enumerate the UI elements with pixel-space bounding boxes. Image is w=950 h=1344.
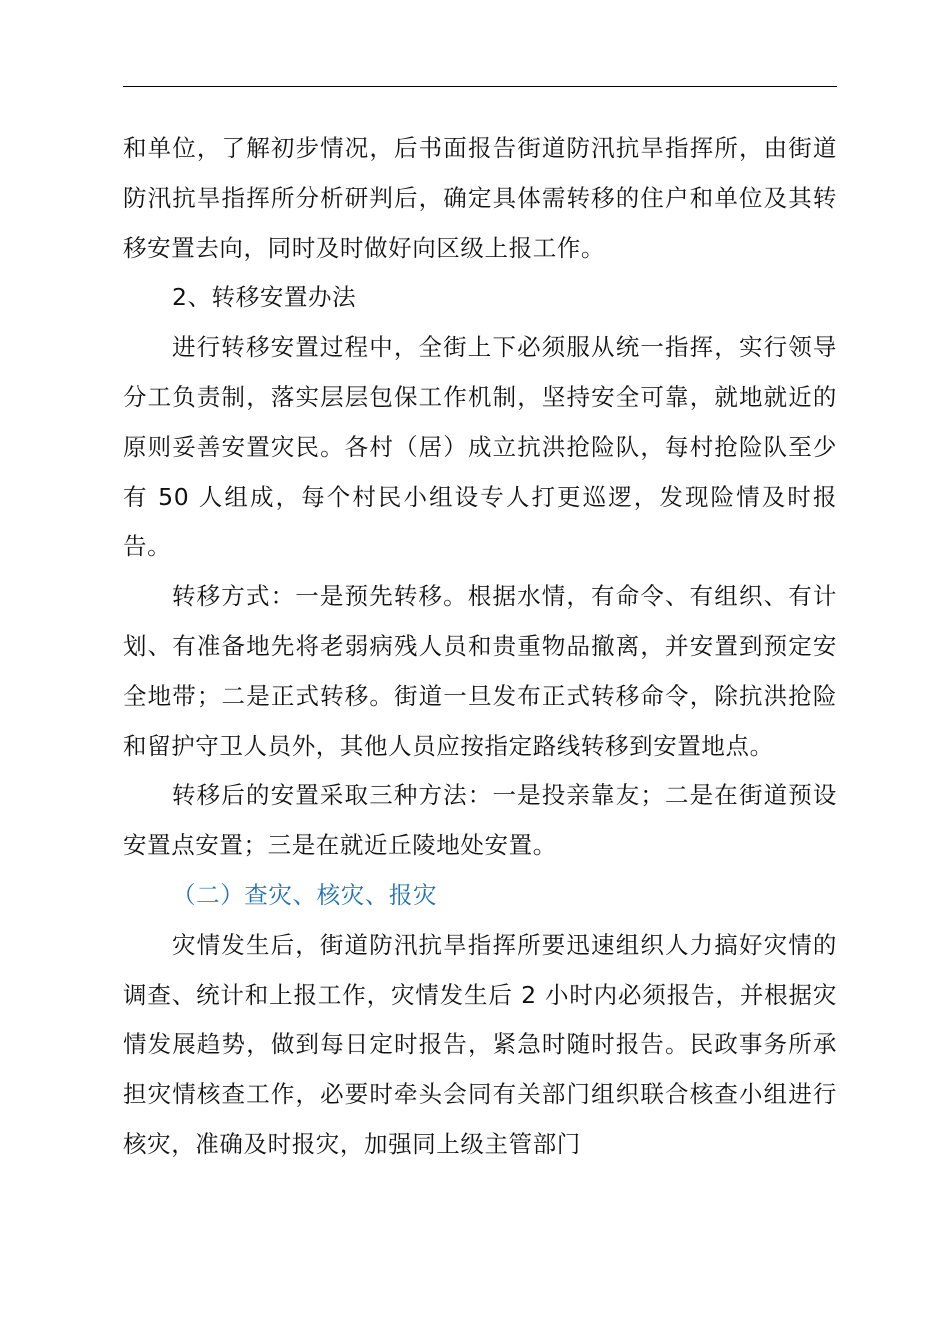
header-rule bbox=[123, 86, 837, 87]
paragraph-transfer-process: 进行转移安置过程中，全街上下必须服从统一指挥，实行领导分工负责制，落实层层包保工作机制，坚持安全可靠，就地就近的原则妥善安置灾民。各村（居）成立抗洪抢险队，每村抢险队至少有 50 人组成，每个村民小组设专人打更巡逻，发现险情及时报告。 bbox=[123, 333, 837, 561]
document-body bbox=[123, 124, 837, 1170]
paragraph-transfer-reporting: 和单位，了解初步情况，后书面报告街道防汛抗旱指挥所，由街道防汛抗旱指挥所分析研判后，确定具体需转移的住户和单位及其转移安置去向，同时及时做好向区级上报工作。 bbox=[123, 134, 837, 262]
paragraph-disaster-reporting: 灾情发生后，街道防汛抗旱指挥所要迅速组织人力搞好灾情的调查、统计和上报工作，灾情发生后 2 小时内必须报告，并根据灾情发展趋势，做到每日定时报告，紧急时随时报告。民政事务所承担灾情核查工作，必要时牵头会同有关部门组织联合核查小组进行核灾，准确及时报灾，加强同上级主管部门 bbox=[123, 930, 837, 1158]
paragraph-transfer-modes: 转移方式：一是预先转移。根据水情，有命令、有组织、有计划、有准备地先将老弱病残人员和贵重物品撤离，并安置到预定安全地带；二是正式转移。街道一旦发布正式转移命令，除抗洪抢险和留护守卫人员外，其他人员应按指定路线转移到安置地点。 bbox=[123, 582, 837, 760]
section-heading-disaster-reporting: （二）查灾、核灾、报灾 bbox=[172, 880, 438, 909]
subheading-transfer-method: 2、转移安置办法 bbox=[172, 283, 357, 312]
paragraph-resettlement-methods: 转移后的安置采取三种方法：一是投亲靠友；二是在街道预设安置点安置；三是在就近丘陵地处安置。 bbox=[123, 781, 837, 860]
